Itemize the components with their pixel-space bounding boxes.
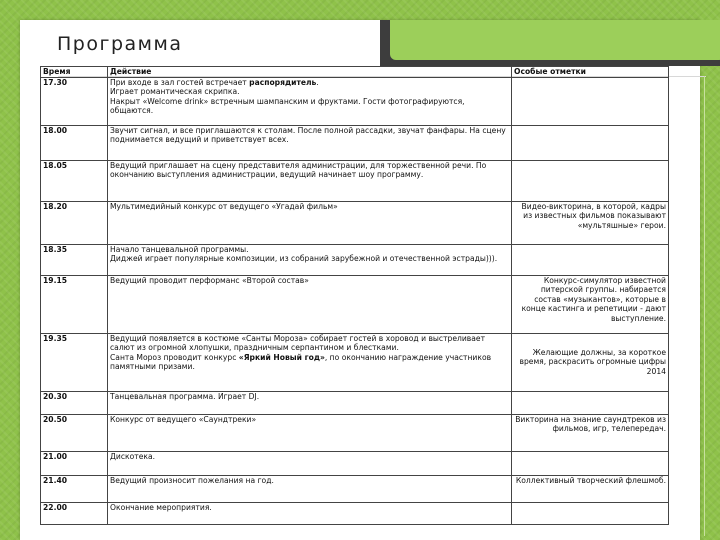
notes-cell: Видео-викторина, в которой, кадры из известных фильмов показывают «мультяшные» герои.: [512, 201, 669, 244]
notes-cell: Викторина на знание саундтреков из фильмов, игр, телепередач.: [512, 414, 669, 451]
action-cell: Звучит сигнал, и все приглашаются к столам. После полной рассадки, звучат фанфары. На сцену поднимается ведущий и приветствует всех.: [108, 125, 512, 160]
action-text: Играет романтическая скрипка.: [110, 87, 240, 97]
time-cell: 18.35: [41, 244, 108, 275]
notes-cell: [512, 451, 669, 475]
action-emphasis: «Яркий Новый год»: [238, 352, 325, 362]
action-cell: Начало танцевальной программы. Диджей играет популярные композиции, из собраний зарубежной и отечественной эстрады))).: [108, 244, 512, 275]
action-text: , по окончанию награждение участников памятными призами.: [110, 352, 492, 372]
time-cell: 19.15: [41, 275, 108, 333]
notes-cell: [512, 502, 669, 524]
time-cell: 20.50: [41, 414, 108, 451]
notes-cell: [512, 391, 669, 414]
frame-line: [704, 76, 705, 536]
table-row: [41, 502, 669, 524]
table-row: [41, 475, 669, 502]
table-row: [41, 77, 669, 125]
time-cell: 20.30: [41, 391, 108, 414]
action-cell: [108, 77, 512, 125]
notes-cell: [512, 160, 669, 201]
notes-cell: [512, 125, 669, 160]
notes-cell: [512, 77, 669, 125]
notes-text: Желающие должны, за короткое время, раскрасить огромные цифры 2014: [519, 347, 666, 376]
time-cell: 17.30: [41, 77, 108, 125]
time-cell: 18.20: [41, 201, 108, 244]
notes-cell: Коллективный творческий флешмоб.: [512, 475, 669, 502]
notes-cell: [512, 244, 669, 275]
action-text: При входе в зал гостей встречает: [110, 77, 250, 87]
table-row: [41, 160, 669, 201]
time-cell: 21.40: [41, 475, 108, 502]
time-cell: 21.00: [41, 451, 108, 475]
action-cell: Мультимедийный конкурс от ведущего «Угадай фильм»: [108, 201, 512, 244]
action-cell: Конкурс от ведущего «Саундтреки»: [108, 414, 512, 451]
time-cell: 19.35: [41, 333, 108, 391]
action-cell: Окончание мероприятия.: [108, 502, 512, 524]
action-cell: Ведущий приглашает на сцену представителя администрации, для торжественной речи. По окончанию выступления администрации, ведущий начинает шоу программу.: [108, 160, 512, 201]
table-row: [41, 201, 669, 244]
column-header-action: Действие: [108, 67, 512, 78]
program-table: [40, 66, 669, 525]
header-decoration-green: [390, 20, 720, 60]
table-row: [41, 414, 669, 451]
action-emphasis: распорядитель: [249, 77, 317, 87]
action-cell: Дискотека.: [108, 451, 512, 475]
column-header-notes: Особые отметки: [512, 67, 669, 78]
action-text: Накрыт «Welcome drink» встречным шампанским и фруктами. Гости фотографируются, общаются.: [110, 96, 465, 116]
notes-cell: [512, 333, 669, 391]
action-cell: [108, 333, 512, 391]
time-cell: 18.00: [41, 125, 108, 160]
action-cell: Ведущий проводит перформанс «Второй состав»: [108, 275, 512, 333]
notes-cell: Конкурс-симулятор известной питерской группы. набирается состав «музыкантов», которые в конце кастинга и репетиции - дают выступление.: [512, 275, 669, 333]
table-row: [41, 244, 669, 275]
action-cell: Ведущий произносит пожелания на год.: [108, 475, 512, 502]
table-row: [41, 125, 669, 160]
action-text: Ведущий появляется в костюме «Санты Мороза» собирает гостей в хоровод и выстреливает салют из огромной хлопушки, праздничным серпантином и блестками.: [110, 333, 486, 353]
time-cell: 22.00: [41, 502, 108, 524]
action-cell: Танцевальная программа. Играет DJ.: [108, 391, 512, 414]
page-title: Программа: [57, 33, 183, 55]
time-cell: 18.05: [41, 160, 108, 201]
action-text: Санта Мороз проводит конкурс: [110, 352, 239, 362]
table-row: [41, 391, 669, 414]
action-text: .: [316, 77, 319, 87]
table-header-row: [41, 67, 669, 78]
table-row: [41, 451, 669, 475]
table-row: [41, 333, 669, 391]
column-header-time: Время: [41, 67, 108, 78]
table-row: [41, 275, 669, 333]
